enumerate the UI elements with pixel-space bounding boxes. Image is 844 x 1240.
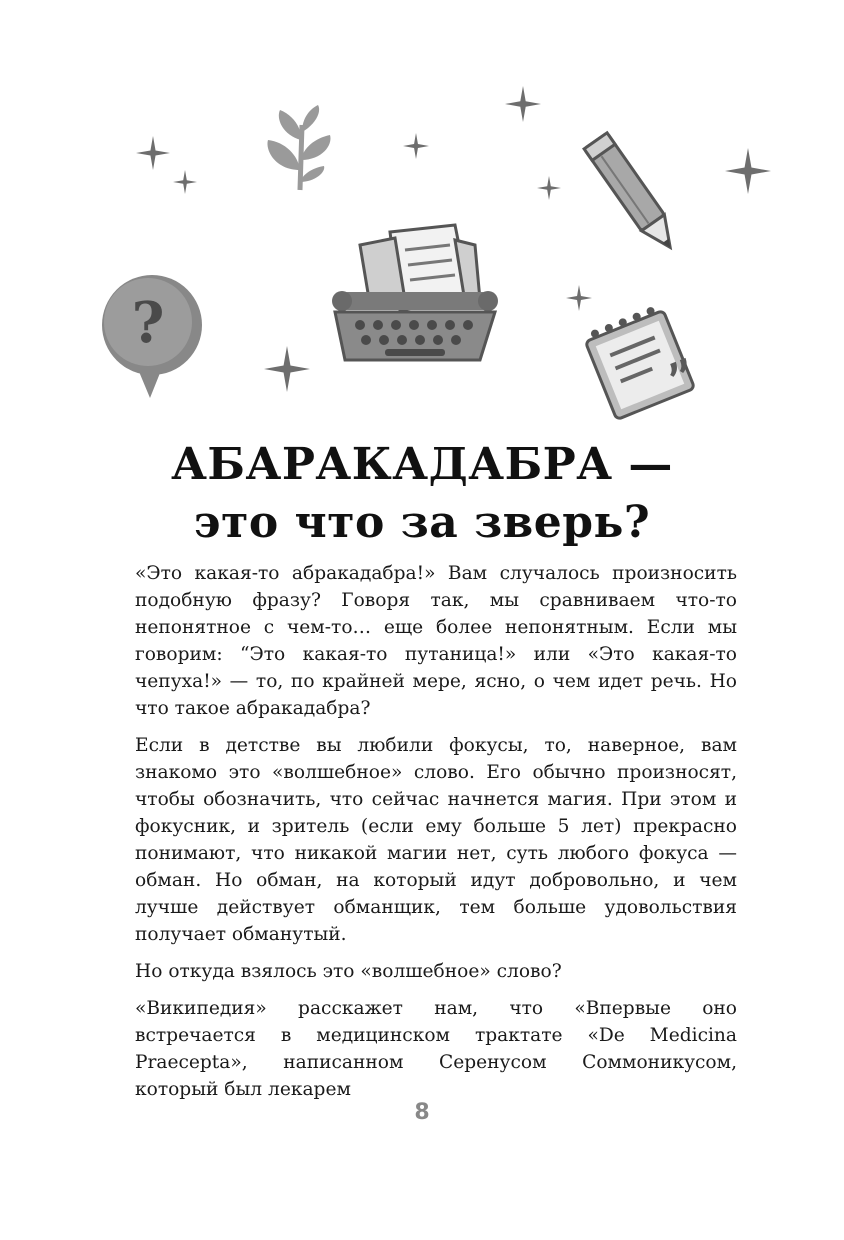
sparkle-icon [537,176,561,200]
question-bubble-icon [102,275,202,398]
sparkle-icon [264,346,310,392]
sparkle-icon [403,133,429,159]
page-number: 8 [414,1100,430,1125]
paragraph: Если в детстве вы любили фокусы, то, наверное, вам знакомо это «волшебное» слово. Его обычно произносят, чтобы обозначить, что сейчас начнется магия. При этом и фокусник, и зритель (если ему больше 5 лет) прекрасно понимают, что никакой магии нет, суть любого фокуса — обман. Но обман, на который идут добровольно, и чем лучше действует обманщик, тем больше удовольствия получает обманутый. [135,735,737,945]
sparkle-icon [136,136,170,170]
svg-text:”: ” [660,347,706,408]
sparkle-icon [505,86,541,122]
heading-line-1: АБАРАКАДАБРА — [171,439,673,490]
typewriter-icon [332,225,498,360]
paragraph: «Это какая-то абракадабра!» Вам случалось произносить подобную фразу? Говоря так, мы сравниваем что-то непонятное с чем-то… еще более непонятным. Если мы говорим: “Это какая-то путаница!» или «Это какая-то чепуха!» — то, по крайней мере, ясно, о чем идет речь. Но что такое абракадабра? [135,563,737,719]
header-illustration [0,0,844,420]
sparkle-icon [566,285,592,311]
chapter-heading [0,436,844,552]
svg-text:?: ? [131,290,165,356]
paragraph: «Википедия» расскажет нам, что «Впервые оно встречается в медицинском трактате «De Medicina Praecepta», написанном Серенусом Соммоникусом, который был лекарем [135,998,737,1100]
body-text [135,560,737,1113]
heading-line-2: это что за зверь? [193,497,651,548]
notepad-quote-icon [582,300,705,420]
leaf-branch-icon [267,105,330,190]
paragraph: Но откуда взялось это «волшебное» слово? [135,961,562,982]
pencil-icon [584,133,682,256]
sparkle-icon [725,148,771,194]
sparkle-icon [173,170,197,194]
